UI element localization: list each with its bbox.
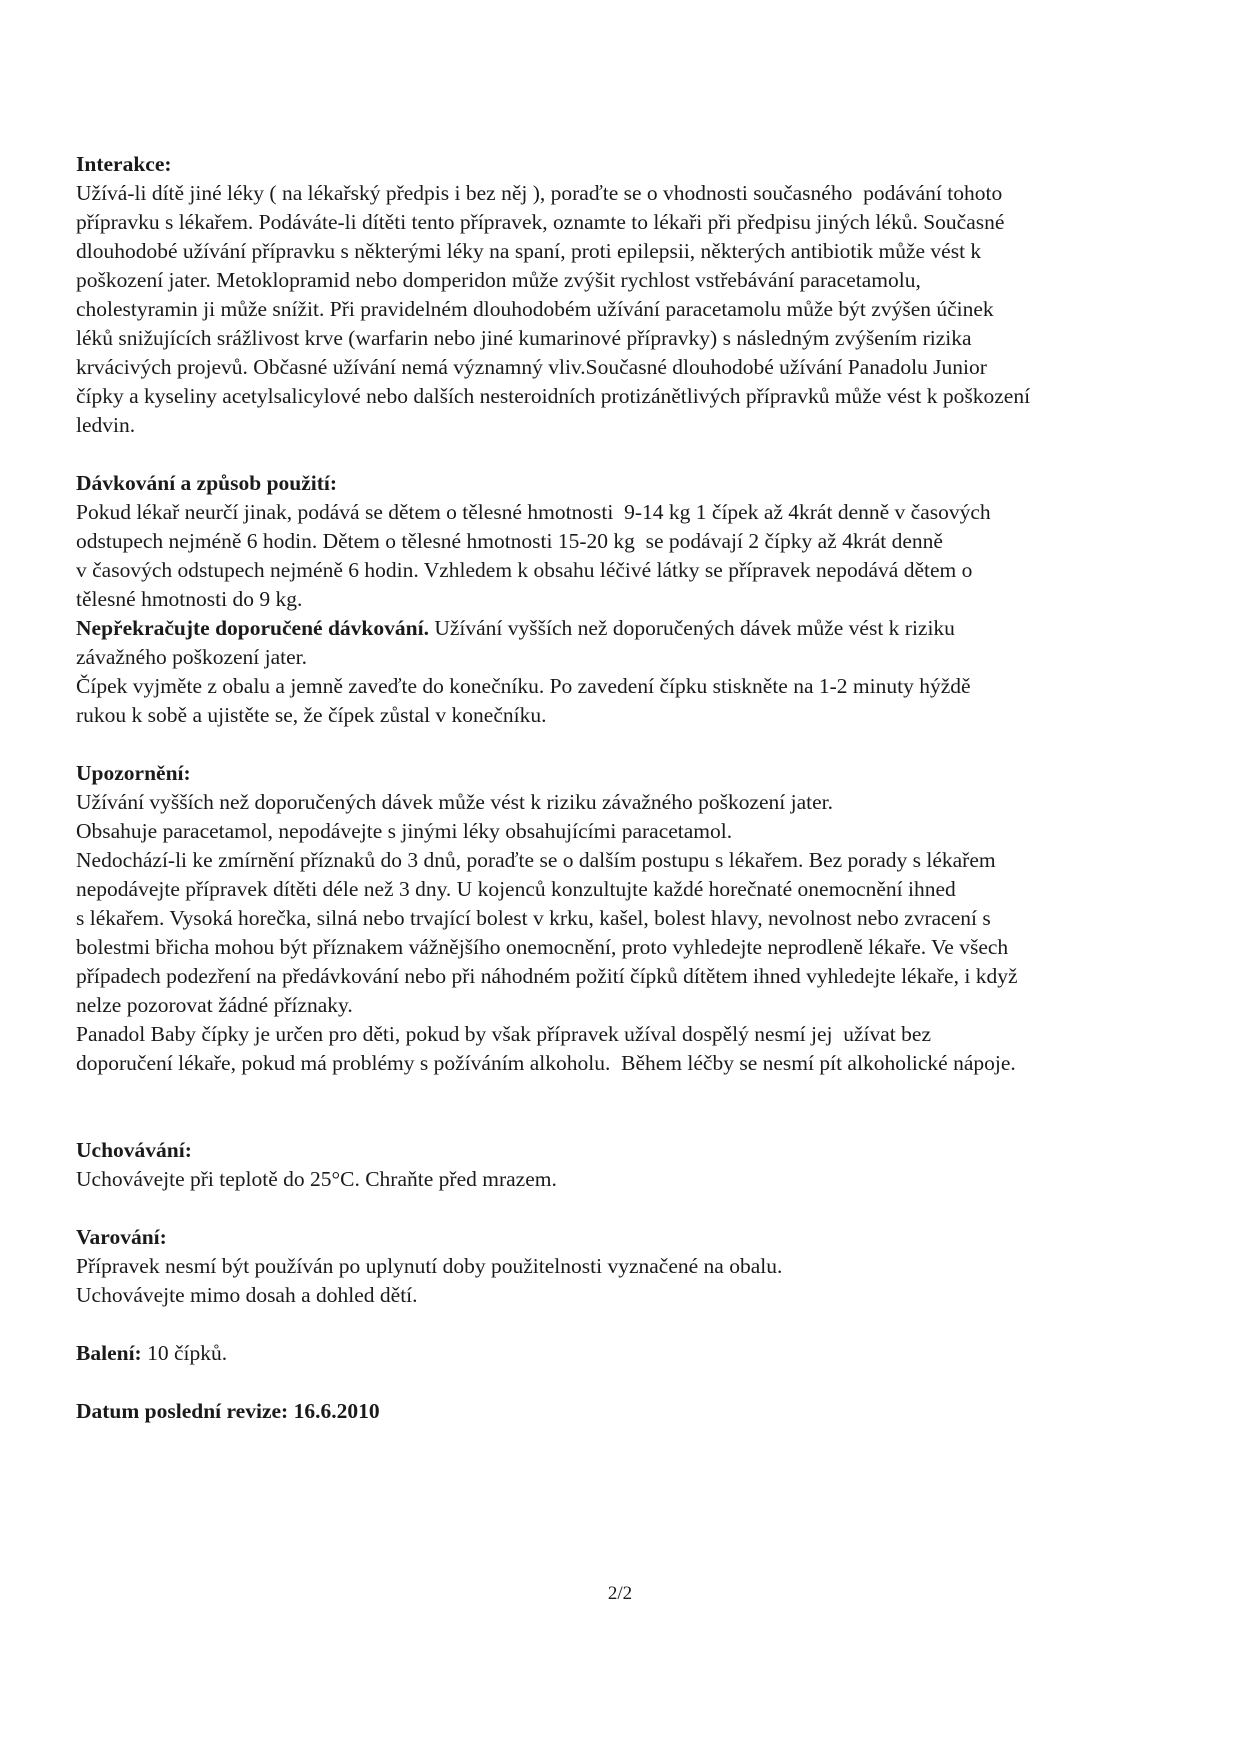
spacer	[76, 730, 1176, 759]
dosage-warning-line	[76, 614, 1176, 643]
paragraph-line: poškození jater. Metoklopramid nebo domperidon může zvýšit rychlost vstřebávání paracetamolu,	[76, 268, 921, 292]
section-revize	[76, 1397, 1176, 1426]
spacer	[76, 440, 1176, 469]
section-heading: Uchovávání:	[76, 1138, 192, 1162]
spacer	[76, 1310, 1176, 1339]
paragraph-line: Nedochází-li ke zmírnění příznaků do 3 dnů, poraďte se o dalším postupu s lékařem. Bez porady s lékařem	[76, 848, 996, 872]
paragraph-line: Pokud lékař neurčí jinak, podává se dětem o tělesné hmotnosti 9-14 kg 1 čípek až 4krát denně v časových	[76, 500, 991, 524]
spacer	[76, 1194, 1176, 1223]
section-uchovavani	[76, 1136, 1176, 1194]
section-varovani	[76, 1223, 1176, 1310]
paragraph-line: přípravku s lékařem. Podáváte-li dítěti tento přípravek, oznamte to lékaři při předpisu jiných léků. Současné	[76, 210, 1005, 234]
paragraph-line: čípky a kyseliny acetylsalicylové nebo dalších nesteroidních protizánětlivých přípravků může vést k poškození	[76, 384, 1031, 408]
section-heading: Dávkování a způsob použití:	[76, 471, 338, 495]
paragraph-line: případech podezření na předávkování nebo při náhodném požití čípků dítětem ihned vyhledejte lékaře, i když	[76, 964, 1018, 988]
paragraph-line: Uchovávejte při teplotě do 25°C. Chraňte před mrazem.	[76, 1167, 557, 1191]
paragraph-line: doporučení lékaře, pokud má problémy s požíváním alkoholu. Během léčby se nesmí pít alkoholické nápoje.	[76, 1051, 1016, 1075]
packaging-value: 10 čípků.	[141, 1341, 228, 1365]
paragraph-line: léků snižujících srážlivost krve (warfarin nebo jiné kumarinové přípravky) s následným zvýšením rizika	[76, 326, 972, 350]
paragraph-line: Užívá-li dítě jiné léky ( na lékařský předpis i bez něj ), poraďte se o vhodnosti současného podávání tohoto	[76, 181, 1003, 205]
section-heading: Upozornění:	[76, 761, 191, 785]
paragraph-line: Obsahuje paracetamol, nepodávejte s jinými léky obsahujícími paracetamol.	[76, 819, 733, 843]
paragraph-line: nelze pozorovat žádné příznaky.	[76, 993, 353, 1017]
section-baleni	[76, 1339, 1176, 1368]
packaging-label: Balení:	[76, 1341, 142, 1365]
paragraph-line: v časových odstupech nejméně 6 hodin. Vzhledem k obsahu léčivé látky se přípravek nepodává dětem o	[76, 558, 973, 582]
paragraph-line: ledvin.	[76, 413, 136, 437]
paragraph-line: cholestyramin ji může snížit. Při pravidelném dlouhodobém užívání paracetamolu může být zvýšen účinek	[76, 297, 994, 321]
packaging-line	[76, 1339, 1176, 1368]
dosage-warning-bold: Nepřekračujte doporučené dávkování.	[76, 616, 429, 640]
paragraph-line: bolestmi břicha mohou být příznakem vážnějšího onemocnění, proto vyhledejte neprodleně lékaře. Ve všech	[76, 935, 1009, 959]
section-interakce	[76, 150, 1176, 440]
paragraph-line: Užívání vyšších než doporučených dávek může vést k riziku závažného poškození jater.	[76, 790, 834, 814]
section-heading: Varování:	[76, 1225, 167, 1249]
page-number: 2/2	[607, 1583, 633, 1604]
section-heading: Interakce:	[76, 152, 172, 176]
dosage-warning-text: Užívání vyšších než doporučených dávek může vést k riziku	[428, 616, 955, 640]
paragraph-line: dlouhodobé užívání přípravku s některými léky na spaní, proti epilepsii, některých antibiotik může vést k	[76, 239, 982, 263]
spacer	[76, 1078, 1176, 1136]
paragraph-line: nepodávejte přípravek dítěti déle než 3 dny. U kojenců konzultujte každé horečnaté onemocnění ihned	[76, 877, 956, 901]
paragraph-line: Přípravek nesmí být používán po uplynutí doby použitelnosti vyznačené na obalu.	[76, 1254, 783, 1278]
paragraph-line: s lékařem. Vysoká horečka, silná nebo trvající bolest v krku, kašel, bolest hlavy, nevolnost nebo zvracení s	[76, 906, 991, 930]
section-davkovani	[76, 469, 1176, 730]
paragraph-line: rukou k sobě a ujistěte se, že čípek zůstal v konečníku.	[76, 703, 547, 727]
paragraph-line: tělesné hmotnosti do 9 kg.	[76, 587, 303, 611]
paragraph-line: závažného poškození jater.	[76, 645, 308, 669]
paragraph-line: odstupech nejméně 6 hodin. Dětem o tělesné hmotnosti 15-20 kg se podávají 2 čípky až 4krát denně	[76, 529, 943, 553]
spacer	[76, 1368, 1176, 1397]
paragraph-line: Panadol Baby čípky je určen pro děti, pokud by však přípravek užíval dospělý nesmí jej užívat bez	[76, 1022, 931, 1046]
paragraph-line: Čípek vyjměte z obalu a jemně zaveďte do konečníku. Po zavedení čípku stiskněte na 1-2 minuty hýždě	[76, 674, 971, 698]
paragraph-line: Uchovávejte mimo dosah a dohled dětí.	[76, 1283, 418, 1307]
paragraph-line: krvácivých projevů. Občasné užívání nemá významný vliv.Současné dlouhodobé užívání Panadolu Junior	[76, 355, 987, 379]
section-upozorneni	[76, 759, 1176, 1078]
revision-date: Datum poslední revize: 16.6.2010	[76, 1399, 380, 1423]
document-page	[76, 150, 1176, 1426]
